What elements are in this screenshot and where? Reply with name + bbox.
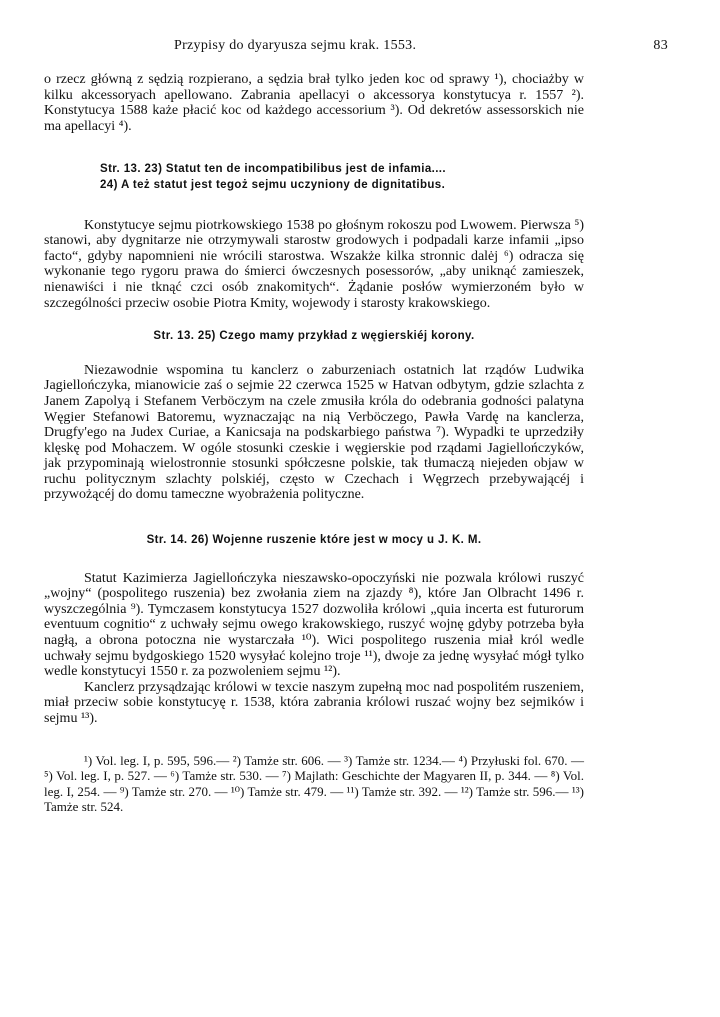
running-title: Przypisy do dyaryusza sejmu krak. 1553.	[174, 38, 417, 53]
main-text	[44, 72, 584, 815]
paragraph-chancellor: Kanclerz przysądzając królowi w texcie naszym zupełną moc nad pospolitém ruszeniem, miał przeciw sobie konstytucyę r. 1538, która zabrania królowi ruszać wojny bez sejmików i sejmu ¹³).	[44, 679, 584, 726]
section-heading-24: 24) A też statut jest tegoż sejmu uczyniony de dignitatibus.	[100, 178, 446, 191]
paragraph-statute: Statut Kazimierza Jagiellończyka nieszawsko-opoczyński nie pozwala królowi ruszyć „wojny“ (pospolitego ruszenia) bez zwołania ziem na zjazdy ⁸), które Jan Olbracht 1496 r. wyszczególnia ⁹). Tymczasem konstytucya 1527 dozwoliła królowi „quia incerta est futurorum eventuum cognitio“ z uchwały sejmu owego krakowskiego, ruszyć wojnę gdyby potrzeba była nagłą, a obrona potoczna nie wystarczała ¹⁰). Wici pospolitego ruszenia miał król wedle uchwały sejmu bydgoskiego 1520 wysyłać kolejno troje ¹¹), dwoje za jednę wysyłać mógł tylko wedle konstytucyi 1550 r. za pozwoleniem sejmu ¹²).	[44, 570, 584, 680]
footnotes: ¹) Vol. leg. I, p. 595, 596.— ²) Tamże str. 606. — ³) Tamże str. 1234.— ⁴) Przyłuski fol. 670. — ⁵) Vol. leg. I, p. 527. — ⁶) Tamże str. 530. — ⁷) Majlath: Geschichte der Magyaren II, p. 344. — ⁸) Vol. leg. I, 254. — ⁹) Tamże str. 270. — ¹⁰) Tamże str. 479. — ¹¹) Tamże str. 392. — ¹²) Tamże str. 596.— ¹³) Tamże str. 524.	[44, 752, 584, 815]
paragraph-hungary: Niezawodnie wspomina tu kanclerz o zaburzeniach ostatnich lat rządów Ludwika Jagiellończyka, mianowicie zaś o sejmie 22 czerwca 1525 w Hatvan odbytym, gdzie szlachta z Janem Zapolyą i Stefanem Verböczym na czele zmusiła króla do odebrania godności palatyna Węgier Stefanowi Batoremu, wyznaczając na nią Verböczego, Pawła Vardę na kanclerza, Drugfy'ego na Judex Curiae, a Kanicsaja na podskarbiego państwa ⁷). Wypadki te uprzedziły klęskę pod Mohaczem. W ogóle stosunki czeskie i węgierskie pod rządami Jagiellończyków, jak przypominają wielostronnie stosunki spółczesne polskie, tak tłumaczą niejeden objaw w ruchu politycznym szlachty polskiéj, często w Czechach i Węgrzech przebywającéj i przywożącéj do domu tameczne wyobrażenia polityczne.	[44, 362, 584, 503]
running-header	[44, 38, 668, 58]
paragraph-piotrkow: Konstytucye sejmu piotrkowskiego 1538 po głośnym rokoszu pod Lwowem. Pierwsza ⁵) stanowi, aby dygnitarze nie otrzymywali starostw grodowych i podpadali karze infamii „ipso facto“, gdyby napomnieni nie wrócili starostwa. Wszakże kilka stronnic dalėj ⁶) odracza się wykonanie tego rygoru prawa do śmierci ówczesnych posessorów, „aby uniknąć zamieszek, nienawiści i nie tknąć czci osób znakomitych“. Żądanie posłów wymierzoném było w szczególności przeciw osobie Piotra Kmity, wojewody i starosty krakowskiego.	[44, 217, 584, 311]
page-number: 83	[653, 38, 668, 53]
paragraph-continued: o rzecz główną z sędzią rozpierano, a sędzia brał tylko jeden koc od sprawy ¹), chociażby w kilku akcessoryach apellowano. Zabrania apellacyi o akcessorya konstytucya r. 1557 ²). Konstytucya 1588 każe płacić koc od każdego accessorium ³). Od dekretów assessorskich nie ma apellacyi ⁴).	[44, 72, 584, 134]
section-heading-25: Str. 13. 25) Czego mamy przykład z węgierskiéj korony.	[153, 330, 475, 343]
section-heading-23: Str. 13. 23) Statut ten de incompatibilibus jest de infamia....	[100, 163, 446, 176]
section-heading-26: Str. 14. 26) Wojenne ruszenie które jest w mocy u J. K. M.	[146, 534, 482, 547]
